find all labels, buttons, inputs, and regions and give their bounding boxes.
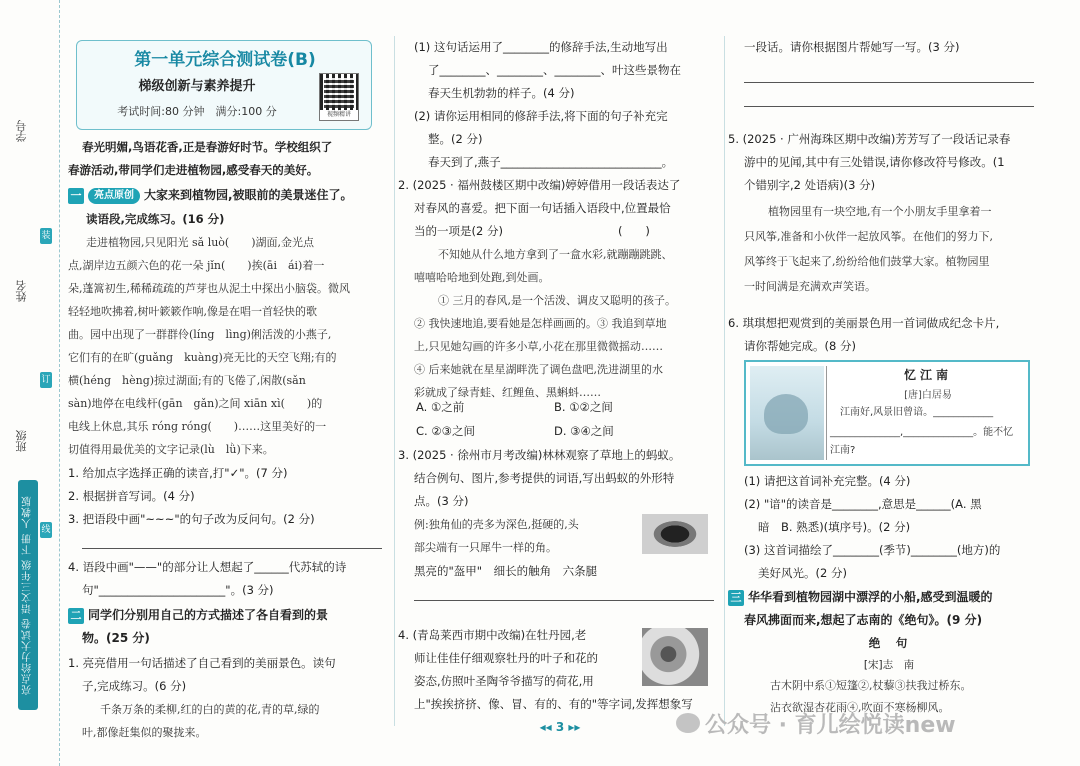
question-1: 1. 给加点字选择正确的读音,打"✓"。(7 分) xyxy=(68,466,288,480)
option-b[interactable]: B. ①②之间 xyxy=(554,400,613,414)
passage-line: 横(héng hèng)掠过湖面;有的飞倦了,闲散(sǎn xyxy=(68,374,306,387)
column-1 xyxy=(68,0,390,766)
passage-line: sàn)地停在电线杆(gān gǎn)之间 xiān xì( )的 xyxy=(68,397,323,410)
tree-shape xyxy=(764,394,808,434)
sentence-line: 千条万条的柔柳,红的白的黄的花,青的草,绿的 xyxy=(100,703,320,716)
question-6-line: 6. 琪琪想把观赏到的美丽景色用一首词做成纪念卡片, xyxy=(728,316,1000,330)
question-4-line: 姿态,仿照叶圣陶爷爷描写的荷花,用 xyxy=(414,674,594,688)
q2-passage-line: ④ 后来她就在星星湖畔洗了调色盘吧,洗进湖里的水 xyxy=(414,363,663,376)
section-2-heading xyxy=(68,604,328,627)
section-3-heading xyxy=(728,586,993,609)
example-line: 部尖端有一只犀牛一样的角。 xyxy=(414,541,557,554)
example-line: 例:独角仙的壳多为深色,挺硬的,头 xyxy=(414,518,579,531)
sentence-line: 叶,都像赶集似的聚拢来。 xyxy=(82,726,207,739)
q2-passage-line: ② 我快速地追,要看她是怎样画画的。③ 我追到草地 xyxy=(414,317,667,330)
passage-line: 它们有的在旷(guǎng kuàng)亮无比的天空飞翔;有的 xyxy=(68,351,337,364)
q1-sub-line: 整。(2 分) xyxy=(428,132,483,146)
question-5-line: 游中的见闻,其中有三处错误,请你修改符号修改。(1 xyxy=(744,155,1005,169)
q6-sub-line: 暗 B. 熟悉)(填序号)。(2 分) xyxy=(758,520,911,534)
peony-photo xyxy=(642,628,708,686)
qr-code-icon[interactable] xyxy=(319,73,359,121)
q2-passage-line: 不知她从什么地方拿到了一盒水彩,就蹦蹦跳跳、 xyxy=(438,248,673,261)
section-2-heading-cont: 物。(25 分) xyxy=(82,631,150,645)
passage-line: 电线上休息,其乐 róng róng( )……这里美好的一 xyxy=(68,420,327,433)
poem-divider xyxy=(826,366,827,460)
student-number-label: 学号 xyxy=(15,120,28,142)
wechat-icon xyxy=(676,713,700,733)
question-2-line: 当的一项是(2 分) ( ) xyxy=(414,224,650,238)
question-6-line: 请你帮她完成。(8 分) xyxy=(744,339,856,353)
answer-line[interactable] xyxy=(744,106,1034,107)
question-4-line: 师让佳佳仔细观察牡丹的叶子和花的 xyxy=(414,651,598,665)
poem-line: 江南? xyxy=(830,445,856,456)
q1-sub-line: 春天到了,燕子____________________________。 xyxy=(428,155,674,169)
passage-line: 轻轻地吹拂着,树叶簌簌作响,像是在唱一首轻快的歌 xyxy=(68,305,317,318)
option-c[interactable]: C. ②③之间 xyxy=(416,424,475,438)
q6-sub-line: (1) 请把这首词补充完整。(4 分) xyxy=(744,474,911,488)
q1-sub-line: 了________、________、________、叶这些景物在 xyxy=(428,63,681,77)
option-a[interactable]: A. ①之前 xyxy=(416,400,465,414)
word-bank: 黑亮的"盔甲" 细长的触角 六条腿 xyxy=(414,564,598,578)
section-1-heading xyxy=(68,184,353,207)
answer-line[interactable] xyxy=(82,548,382,549)
q1-sub-line: (2) 请你运用相同的修辞手法,将下面的句子补充完 xyxy=(414,109,668,123)
q2-passage-line: 彩就成了绿青蛙、红鲤鱼、黑蝌蚪…… xyxy=(414,386,601,399)
question-2-line: 2. (2025 · 福州鼓楼区期中改编)婷婷借用一段话表达了 xyxy=(398,178,681,192)
q1-sub-line: 春天生机勃勃的样子。(4 分) xyxy=(428,86,575,100)
column-divider xyxy=(394,36,395,726)
question-4-line-2: 句"______________________"。(3 分) xyxy=(82,583,274,597)
poem2-title: 绝 句 xyxy=(868,636,910,650)
section-title: 华华看到植物园湖中漂浮的小船,感受到温暖的 xyxy=(748,590,993,604)
page-title: 第一单元综合测试卷(B) xyxy=(134,50,316,70)
intro-line-1: 春光明媚,鸟语花香,正是春游好时节。学校组织了 xyxy=(82,140,333,154)
question-4-line: 4. (青岛莱西市期中改编)在牡丹园,老 xyxy=(398,628,587,642)
passage-line: 点,湖岸边五颜六色的花一朵 jǐn( )挨(āi ái)着一 xyxy=(68,259,325,272)
poem-card xyxy=(744,360,1030,466)
landscape-painting xyxy=(750,366,824,460)
intro-line-2: 春游活动,带同学们走进植物园,感受春天的美好。 xyxy=(68,163,319,177)
q2-passage-line: 嘻嘻哈哈地到处跑,到处画。 xyxy=(414,271,550,284)
section-2-q1-line-1: 1. 亮亮借用一句话描述了自己看到的美丽景色。读句 xyxy=(68,656,336,670)
column-2 xyxy=(398,0,720,766)
binding-strip xyxy=(0,0,60,766)
option-d[interactable]: D. ③④之间 xyxy=(554,424,614,438)
ant-photo xyxy=(642,514,708,554)
q6-sub-line: (3) 这首词描绘了________(季节)________(地方)的 xyxy=(744,543,1001,557)
qr-pattern xyxy=(324,78,354,108)
passage-line: 走进植物园,只见阳光 sǎ luò( )湖面,金光点 xyxy=(86,236,314,249)
page-number: ◂◂ 3 ▸▸ xyxy=(539,720,581,734)
title-box xyxy=(76,40,372,130)
poem2-author: [宋]志 南 xyxy=(863,659,915,671)
q5-passage-line: 只风筝,准备和小伙伴一起放风筝。在他们的努力下, xyxy=(744,230,993,243)
q2-passage-line: ① 三月的春风,是一个活泼、调皮又聪明的孩子。 xyxy=(438,294,676,307)
exam-info: 考试时间:80 分钟 满分:100 分 xyxy=(117,105,277,118)
question-5-line: 个错别字,2 处语病)(3 分) xyxy=(744,178,876,192)
column-divider xyxy=(724,36,725,726)
q5-passage-line: 植物园里有一块空地,有一个小朋友手里拿着一 xyxy=(768,205,992,218)
section-title: 同学们分别用自己的方式描述了各自看到的景 xyxy=(88,608,329,622)
question-4-line-1: 4. 语段中画"——"的部分让人想起了______代苏轼的诗 xyxy=(68,560,347,574)
q5-passage-line: 一时间满是充满欢声笑语。 xyxy=(744,280,876,293)
question-2: 2. 根据拼音写词。(4 分) xyxy=(68,489,195,503)
bind-mark: 订 xyxy=(40,372,52,388)
section-title: 大家来到植物园,被眼前的美景迷住了。 xyxy=(144,188,353,202)
book-title-tab: 亮点给力大试卷 语文三年级 下册 人教版 xyxy=(18,480,38,710)
class-label: 班级 xyxy=(15,430,28,452)
question-3-line: 结合例句、图片,参考提供的词语,写出蚂蚁的外形特 xyxy=(414,471,675,485)
original-tag: 亮点原创 xyxy=(88,188,140,204)
question-3-line: 3. (2025 · 徐州市月考改编)林林观察了草地上的蚂蚁。 xyxy=(398,448,681,462)
section-number: 一 xyxy=(68,188,84,204)
bind-mark: 装 xyxy=(40,228,52,244)
q2-passage-line: 上,只见她勾画的许多小草,小花在那里微微摇动…… xyxy=(414,340,663,353)
poem2-line: 沾衣欲湿杏花雨④,吹面不寒杨柳风。 xyxy=(770,701,950,714)
poem-author: [唐]白居易 xyxy=(904,390,952,401)
section-number: 二 xyxy=(68,608,84,624)
q4-continued: 一段话。请你根据图片帮她写一写。(3 分) xyxy=(744,40,960,54)
qr-caption: 视频精讲 xyxy=(320,110,358,120)
q1-sub-line: (1) 这句话运用了________的修辞手法,生动地写出 xyxy=(414,40,668,54)
q5-passage-line: 风筝终于飞起来了,纷纷给他们鼓掌大家。植物园里 xyxy=(744,255,990,268)
question-2-line: 对春风的喜爱。把下面一句话插入语段中,位置最恰 xyxy=(414,201,671,215)
question-3-line: 点。(3 分) xyxy=(414,494,469,508)
name-label: 姓名 xyxy=(15,280,28,302)
section-3-heading-cont: 春风拂面而来,想起了志南的《绝句》。(9 分) xyxy=(744,613,983,627)
watermark: 公众号 · 育儿绘悦读new xyxy=(705,713,956,738)
section-2-q1-line-2: 子,完成练习。(6 分) xyxy=(82,679,187,693)
q6-sub-line: (2) "谙"的读音是________,意思是______(A. 黑 xyxy=(744,497,982,511)
question-3: 3. 把语段中画"~~~"的句子改为反问句。(2 分) xyxy=(68,512,315,526)
poem-line[interactable]: ______________,______________。能不忆 xyxy=(830,427,1014,438)
question-4-line: 上"挨挨挤挤、像、冒、有的、有的"等字词,发挥想象写 xyxy=(414,697,693,711)
answer-line[interactable] xyxy=(744,82,1034,83)
passage-line: 切值得用最优美的文字记录(lù lǜ)下来。 xyxy=(68,443,274,456)
q6-sub-line: 美好风光。(2 分) xyxy=(758,566,847,580)
section-number: 三 xyxy=(728,590,744,606)
passage-line: 曲。园中出现了一群群伶(líng lìng)俐活泼的小燕子, xyxy=(68,328,332,341)
bind-mark: 线 xyxy=(40,522,52,538)
question-5-line: 5. (2025 · 广州海珠区期中改编)芳芳写了一段话记录春 xyxy=(728,132,1011,146)
passage-line: 朵,蓬篙初生,稀稀疏疏的芦芽也从泥土中探出小脑袋。微风 xyxy=(68,282,350,295)
poem-title: 忆江南 xyxy=(903,368,952,382)
column-3 xyxy=(728,0,1050,766)
page-subtitle: 梯级创新与素养提升 xyxy=(138,79,256,94)
section-1-task: 读语段,完成练习。(16 分) xyxy=(86,212,225,226)
poem-line[interactable]: 江南好,风景旧曾谙。____________ xyxy=(840,407,994,418)
answer-line[interactable] xyxy=(414,600,714,601)
poem2-line: 古木阴中系①短篷②,杖藜③扶我过桥东。 xyxy=(770,679,972,692)
